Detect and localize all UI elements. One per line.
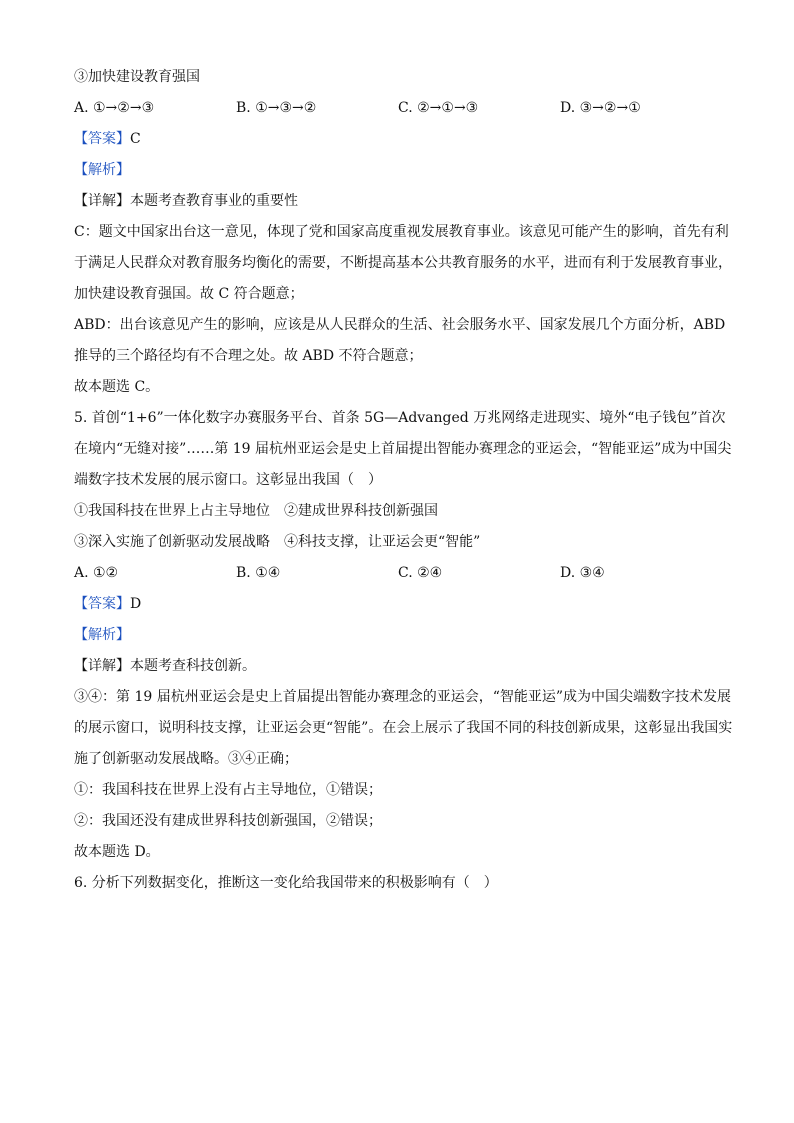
q4-option-c: C. ②→①→③ xyxy=(398,100,479,116)
q5-explanation-2: ①：我国科技在世界上没有占主导地位，①错误； xyxy=(74,782,382,798)
q5-option-d: D. ③④ xyxy=(560,565,605,581)
q5-detail-text: 本题考查科技创新。 xyxy=(130,658,256,674)
q4-options xyxy=(74,93,734,124)
q5-explanation-3: ②：我国还没有建成世界科技创新强国，②错误； xyxy=(74,813,382,829)
q5-statements-3-4: ③深入实施了创新驱动发展战略 ④科技支撑，让亚运会更“智能” xyxy=(74,534,481,550)
q5-detail-tag: 【详解】 xyxy=(74,658,130,674)
q5-answer-value: D xyxy=(130,596,142,612)
q4-detail-tag: 【详解】 xyxy=(74,193,130,209)
q5-option-a: A. ①② xyxy=(74,565,119,581)
q5-stem: 5. 首创“1+6”一体化数字办赛服务平台、首条 5G—Advanged 万兆网络走进现实、境外“电子钱包”首次在境内“无缝对接”……第 19 届杭州亚运会是史上首届提出智能办赛理念的亚运会，“智能亚运”成为中国尖端数字技术发展的展示窗口。这彰显出我国（ ） xyxy=(74,410,732,488)
q5-options xyxy=(74,558,734,589)
q4-answer xyxy=(74,124,734,155)
q4-option-b: B. ①→③→② xyxy=(236,100,317,116)
q5-detail xyxy=(74,651,734,682)
q5-statements-1-2: ①我国科技在世界上占主导地位 ②建成世界科技创新强国 xyxy=(74,503,438,519)
q5-answer xyxy=(74,589,734,620)
q5-analysis-tag: 【解析】 xyxy=(74,627,130,643)
q6-stem: 6. 分析下列数据变化，推断这一变化给我国带来的积极影响有（ ） xyxy=(74,875,498,891)
q4-answer-tag: 【答案】 xyxy=(74,131,130,147)
q4-option-d: D. ③→②→① xyxy=(560,100,641,116)
page-content xyxy=(74,62,734,899)
q4-conclusion: 故本题选 C。 xyxy=(74,379,160,395)
q5-option-c: C. ②④ xyxy=(398,565,443,581)
q4-answer-value: C xyxy=(130,131,141,147)
q4-option-a: A. ①→②→③ xyxy=(74,100,155,116)
q4-explanation-1: C：题文中国家出台这一意见，体现了党和国家高度重视发展教育事业。该意见可能产生的影响，首先有利于满足人民群众对教育服务均衡化的需要，不断提高基本公共教育服务的水平，进而有利于发展教育事业，加快建设教育强国。故 C 符合题意； xyxy=(74,224,732,302)
q4-explanation-2: ABD：出台该意见产生的影响，应该是从人民群众的生活、社会服务水平、国家发展几个方面分析，ABD 推导的三个路径均有不合理之处。故 ABD 不符合题意； xyxy=(74,317,726,364)
q4-detail xyxy=(74,186,734,217)
q4-analysis-tag: 【解析】 xyxy=(74,162,130,178)
q5-explanation-1: ③④：第 19 届杭州亚运会是史上首届提出智能办赛理念的亚运会，“智能亚运”成为中国尖端数字技术发展的展示窗口，说明科技支撑，让亚运会更“智能”。在会上展示了我国不同的科技创新成果，这彰显出我国实施了创新驱动发展战略。③④正确； xyxy=(74,689,733,767)
q5-answer-tag: 【答案】 xyxy=(74,596,130,612)
q5-conclusion: 故本题选 D。 xyxy=(74,844,160,860)
q4-statement-3: ③加快建设教育强国 xyxy=(74,69,200,85)
q5-option-b: B. ①④ xyxy=(236,565,281,581)
q4-detail-text: 本题考查教育事业的重要性 xyxy=(130,193,298,209)
